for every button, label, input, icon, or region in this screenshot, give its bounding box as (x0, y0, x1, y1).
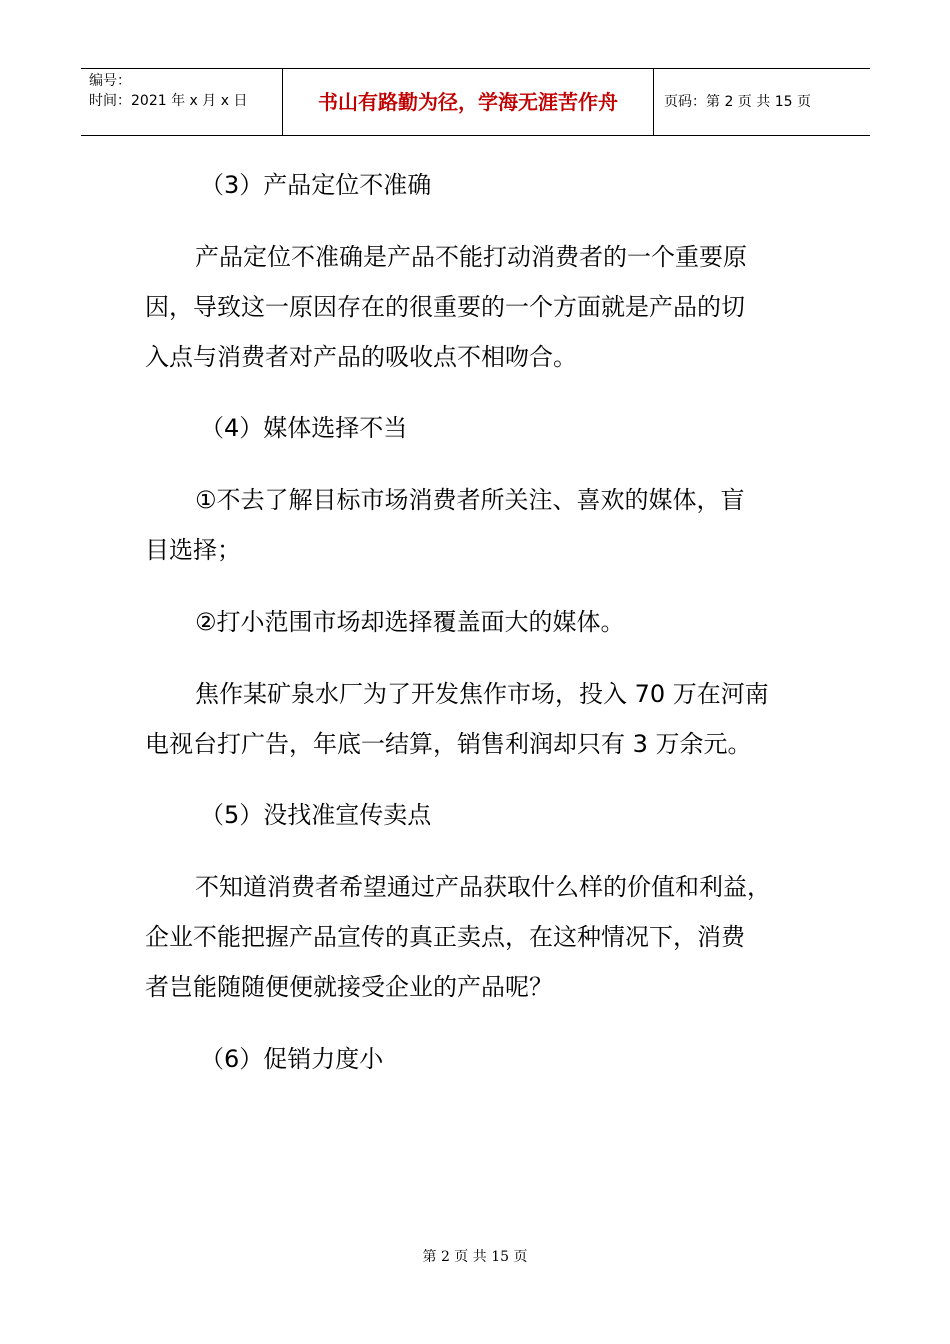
section-heading-5: （5）没找准宣传卖点 (200, 801, 432, 829)
section-heading-4: （4）媒体选择不当 (200, 414, 408, 442)
document-header (81, 68, 870, 136)
list-item-line: 目选择； (145, 536, 241, 564)
paragraph-line: 因，导致这一原因存在的很重要的一个方面就是产品的切 (145, 293, 745, 321)
header-page-cell (654, 69, 870, 135)
paragraph-line: 焦作某矿泉水厂为了开发焦作市场，投入 70 万在河南 (195, 680, 769, 708)
header-page-info: 页码：第 2 页 共 15 页 (664, 94, 811, 110)
section-heading-6: （6）促销力度小 (200, 1045, 384, 1073)
header-motto: 书山有路勤为径，学海无涯苦作舟 (318, 90, 618, 114)
paragraph-line: 不知道消费者希望通过产品获取什么样的价值和利益， (195, 873, 771, 901)
paragraph-line: 企业不能把握产品宣传的真正卖点，在这种情况下，消费 (145, 923, 745, 951)
page-footer: 第 2 页 共 15 页 (422, 1249, 528, 1265)
paragraph-line: 者岂能随随便便就接受企业的产品呢？ (145, 973, 553, 1001)
document-number-label: 编号： (89, 73, 131, 89)
list-item-line: ①不去了解目标市场消费者所关注、喜欢的媒体，盲 (195, 486, 745, 514)
paragraph-line: 产品定位不准确是产品不能打动消费者的一个重要原 (195, 243, 747, 271)
list-item-line: ②打小范围市场却选择覆盖面大的媒体。 (195, 608, 625, 636)
header-motto-cell (282, 69, 654, 135)
section-heading-3: （3）产品定位不准确 (200, 171, 432, 199)
document-date-label: 时间：2021 年 x 月 x 日 (89, 93, 248, 109)
paragraph-line: 入点与消费者对产品的吸收点不相吻合。 (145, 343, 577, 371)
paragraph-line: 电视台打广告，年底一结算，销售利润却只有 3 万余元。 (145, 730, 752, 758)
header-meta-cell (81, 69, 282, 135)
